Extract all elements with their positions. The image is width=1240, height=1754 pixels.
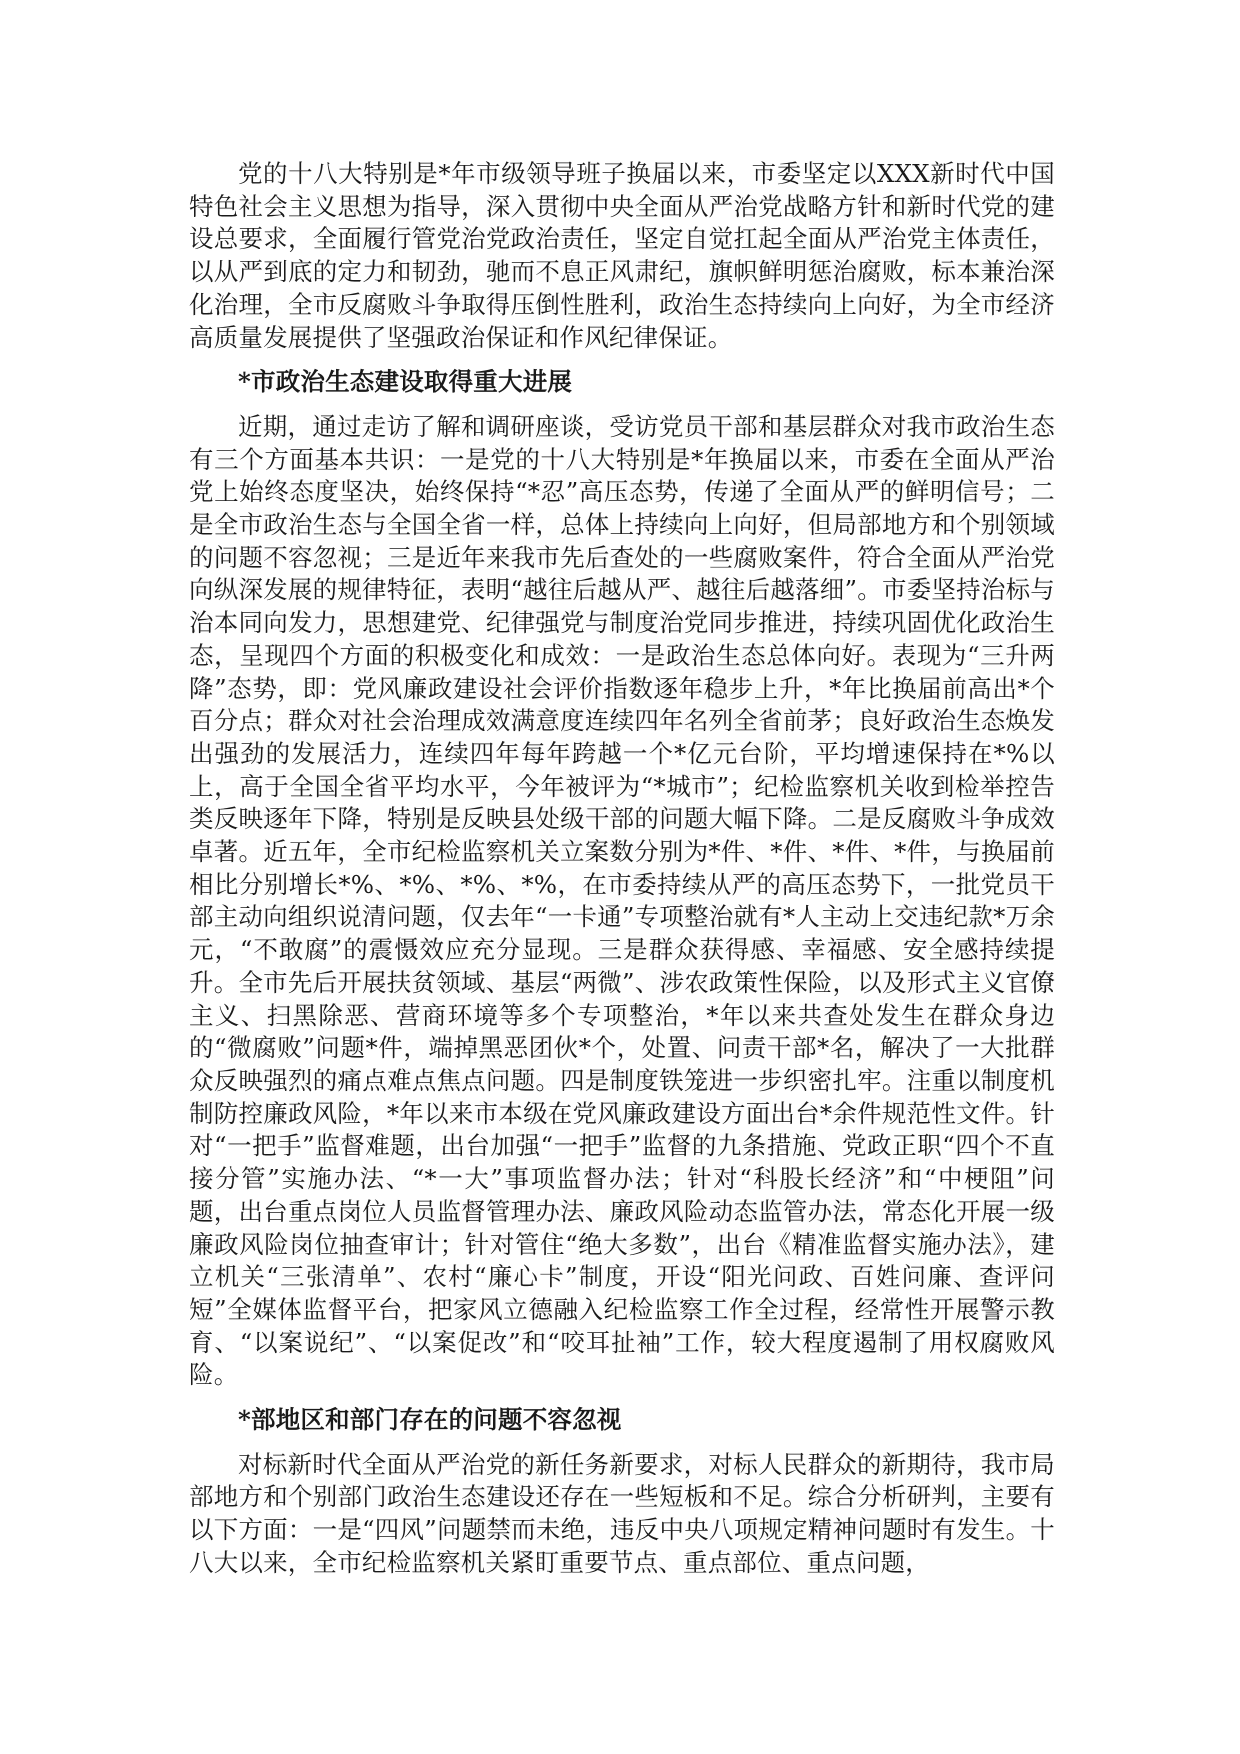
document-page <box>189 158 1055 1580</box>
section-heading-problems: *部地区和部门存在的问题不容忽视 <box>238 1405 622 1435</box>
paragraph-intro: 党的十八大特别是*年市级领导班子换届以来，市委坚定以XXX新时代中国特色社会主义思想为指导，深入贯彻中央全面从严治党战略方针和新时代党的建设总要求，全面履行管党治党政治责任，坚定自觉扛起全面从严治党主体责任，以从严到底的定力和韧劲，驰而不息正风肃纪，旗帜鲜明惩治腐败，标本兼治深化治理，全市反腐败斗争取得压倒性胜利，政治生态持续向上向好，为全市经济高质量发展提供了坚强政治保证和作风纪律保证。 <box>189 159 1055 352</box>
paragraph-progress: 近期，通过走访了解和调研座谈，受访党员干部和基层群众对我市政治生态有三个方面基本共识：一是党的十八大特别是*年换届以来，市委在全面从严治党上始终态度坚决，始终保持“*忍”高压态势，传递了全面从严的鲜明信号；二是全市政治生态与全国全省一样，总体上持续向上向好，但局部地方和个别领域的问题不容忽视；三是近年来我市先后查处的一些腐败案件，符合全面从严治党向纵深发展的规律特征，表明“越往后越从严、越往后越落细”。市委坚持治标与治本同向发力，思想建党、纪律强党与制度治党同步推进，持续巩固优化政治生态，呈现四个方面的积极变化和成效：一是政治生态总体向好。表现为“三升两降”态势，即：党风廉政建设社会评价指数逐年稳步上升，*年比换届前高出*个百分点；群众对社会治理成效满意度连续四年名列全省前茅；良好政治生态焕发出强劲的发展活力，连续四年每年跨越一个*亿元台阶，平均增速保持在*%以上，高于全国全省平均水平，今年被评为“*城市”；纪检监察机关收到检举控告类反映逐年下降，特别是反映县处级干部的问题大幅下降。二是反腐败斗争成效卓著。近五年，全市纪检监察机关立案数分别为*件、*件、*件、*件，与换届前相比分别增长*%、*%、*%、*%，在市委持续从严的高压态势下，一批党员干部主动向组织说清问题，仅去年“一卡通”专项整治就有*人主动上交违纪款*万余元，“不敢腐”的震慑效应充分显现。三是群众获得感、幸福感、安全感持续提升。全市先后开展扶贫领域、基层“两微”、涉农政策性保险，以及形式主义官僚主义、扫黑除恶、营商环境等多个专项整治，*年以来共查处发生在群众身边的“微腐败”问题*件，端掉黑恶团伙*个，处置、问责干部*名，解决了一大批群众反映强烈的痛点难点焦点问题。四是制度铁笼进一步织密扎牢。注重以制度机制防控廉政风险，*年以来市本级在党风廉政建设方面出台*余件规范性文件。针对“一把手”监督难题，出台加强“一把手”监督的九条措施、党政正职“四个不直接分管”实施办法、“*一大”事项监督办法；针对“科股长经济”和“中梗阻”问题，出台重点岗位人员监督管理办法、廉政风险动态监管办法，常态化开展一级廉政风险岗位抽查审计；针对管住“绝大多数”，出台《精准监督实施办法》，建立机关“三张清单”、农村“廉心卡”制度，开设“阳光问政、百姓问廉、查评问短”全媒体监督平台，把家风立德融入纪检监察工作全过程，经常性开展警示教育、“以案说纪”、“以案促改”和“咬耳扯袖”工作，较大程度遏制了用权腐败风险。 <box>189 411 1055 1390</box>
section-heading-progress: *市政治生态建设取得重大进展 <box>238 367 573 397</box>
paragraph-problems: 对标新时代全面从严治党的新任务新要求，对标人民群众的新期待，我市局部地方和个别部门政治生态建设还存在一些短板和不足。综合分析研判，主要有以下方面：一是“四风”问题禁而未绝，违反中央八项规定精神问题时有发生。十八大以来，全市纪检监察机关紧盯重要节点、重点部位、重点问题， <box>189 1449 1055 1577</box>
